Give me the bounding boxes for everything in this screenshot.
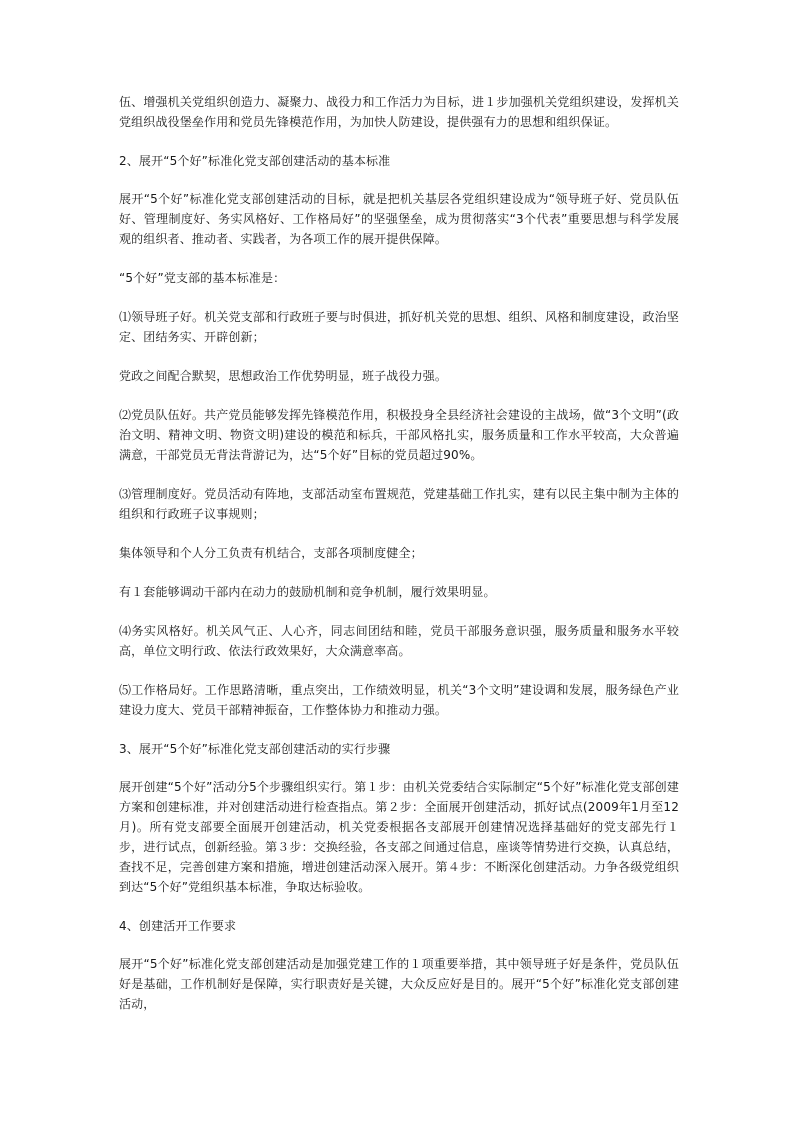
paragraph-standard-3-cont-a: 集体领导和个人分工负责有机结合，支部各项制度健全； xyxy=(119,546,423,560)
section-heading-4: 4、创建活开工作要求 xyxy=(119,919,237,933)
paragraph-standard-5: ⑸工作格局好。工作思路清晰，重点突出，工作绩效明显，机关“3个文明”建设调和发展，服务绿色产业建设力度大、党员干部精神振奋，工作整体协力和推动力强。 xyxy=(119,683,679,717)
paragraph-standard-2: ⑵党员队伍好。共产党员能够发挥先锋模范作用，积极投身全县经济社会建设的主战场，做“3个文明”(政治文明、精神文明、物资文明)建设的模范和标兵，干部风格扎实，服务质量和工作水平较高，大众普遍满意，干部党员无背法背游记为，达“5个好”目标的党员超过90%。 xyxy=(119,408,679,462)
paragraph-standard-3-cont-b: 有１套能够调动干部内在动力的鼓励机制和竞争机制，履行效果明显。 xyxy=(119,585,496,599)
paragraph-standard-4: ⑷务实风格好。机关风气正、人心齐，同志间团结和睦，党员干部服务意识强，服务质量和服务水平较高，单位文明行政、依法行政效果好，大众满意率高。 xyxy=(119,624,679,658)
paragraph-standard-3: ⑶管理制度好。党员活动有阵地，支部活动室布置规范，党建基础工作扎实，建有以民主集中制为主体的组织和行政班子议事规则； xyxy=(119,487,679,521)
paragraph-goal: 展开“5个好”标准化党支部创建活动的目标，就是把机关基层各党组织建设成为“领导班子好、党员队伍好、管理制度好、务实风格好、工作格局好”的坚强堡垒，成为贯彻落实“3个代表”重要思想与科学发展观的组织者、推动者、实践者，为各项工作的展开提供保障。 xyxy=(119,192,679,246)
paragraph-intro: 伍、增强机关党组织创造力、凝聚力、战役力和工作活力为目标，进１步加强机关党组织建设，发挥机关党组织战役堡垒作用和党员先锋模范作用，为加快人防建设，提供强有力的思想和组织保证。 xyxy=(119,95,679,129)
paragraph-requirements: 展开“5个好”标准化党支部创建活动是加强党建工作的１项重要举措，其中领导班子好是条件，党员队伍好是基础，工作机制好是保障，实行职责好是关键，大众反应好是目的。展开“5个好”标准化党支部创建活动， xyxy=(119,957,679,1011)
paragraph-standard-1-cont: 党政之间配合默契，思想政治工作优势明显，班子战役力强。 xyxy=(119,369,448,383)
section-heading-3: 3、展开“5个好”标准化党支部创建活动的实行步骤 xyxy=(119,742,391,756)
section-heading-2: 2、展开“5个好”标准化党支部创建活动的基本标准 xyxy=(119,154,391,168)
document-body xyxy=(119,92,679,1033)
paragraph-steps: 展开创建“5个好”活动分5个步骤组织实行。第１步：由机关党委结合实际制定“5个好”标准化党支部创建方案和创建标准，并对创建活动进行检查指点。第２步：全面展开创建活动，抓好试点(2009年1月至12月)。所有党支部要全面展开创建活动，机关党委根据各支部展开创建情况选择基础好的党支部先行１步，进行试点，创新经验。第３步：交换经验，各支部之间通过信息，座谈等情势进行交换，认真总结，查找不足，完善创建方案和措施，增进创建活动深入展开。第４步：不断深化创建活动。力争各级党组织到达“5个好”党组织基本标准，争取达标验收。 xyxy=(119,780,679,894)
paragraph-standard-intro: “5个好”党支部的基本标准是： xyxy=(119,271,286,285)
paragraph-standard-1: ⑴领导班子好。机关党支部和行政班子要与时俱进，抓好机关党的思想、组织、风格和制度建设，政治坚定、团结务实、开辟创新； xyxy=(119,310,679,344)
